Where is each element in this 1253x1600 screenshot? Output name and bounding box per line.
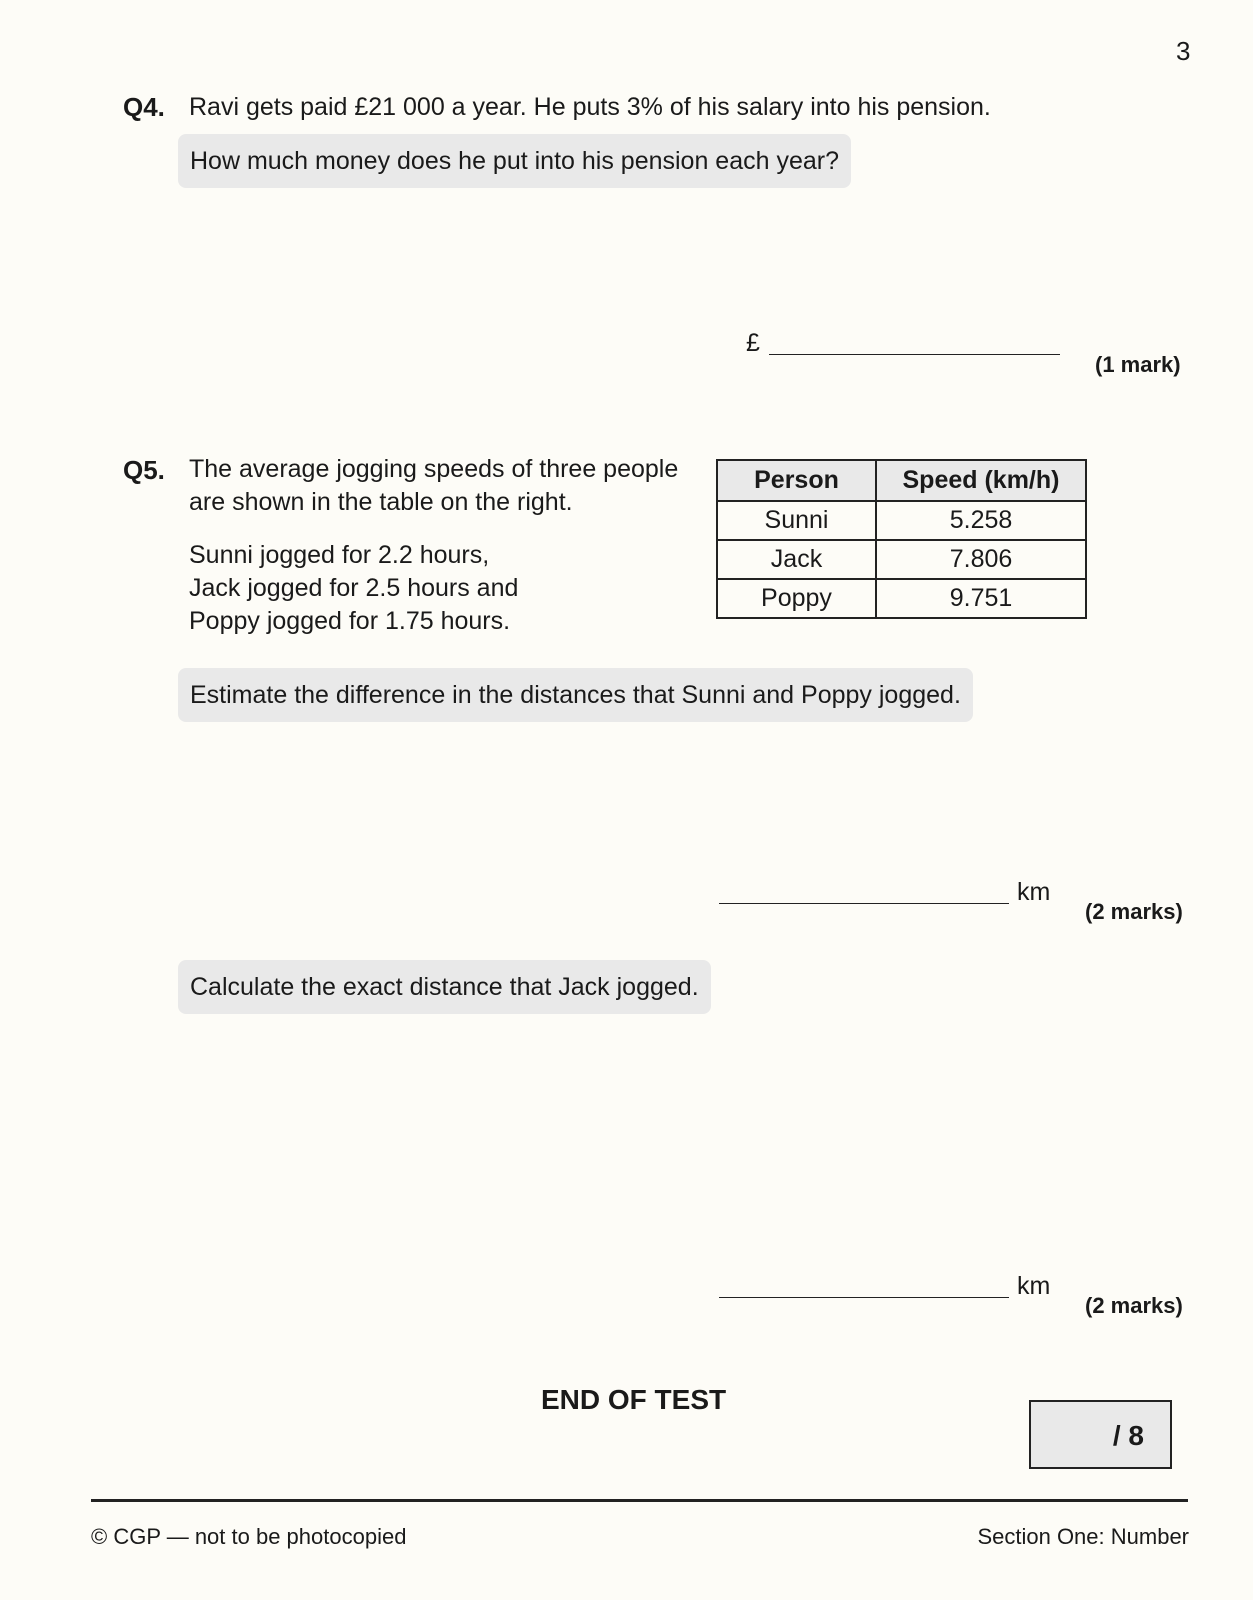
table-cell-person: Sunni <box>717 501 876 540</box>
q5b-prompt: Calculate the exact distance that Jack jogged. <box>178 960 711 1014</box>
table-row <box>717 501 1086 540</box>
footer-section: Section One: Number <box>977 1524 1189 1549</box>
q5a-unit: km <box>1017 878 1051 906</box>
table-header-person: Person <box>717 460 876 501</box>
q5b-unit: km <box>1017 1272 1051 1300</box>
q4-prompt: How much money does he put into his pension each year? <box>178 134 851 188</box>
q4-question-text: Ravi gets paid £21 000 a year. He puts 3% of his salary into his pension. <box>189 93 991 121</box>
table-row <box>717 579 1086 618</box>
q5-intro-line-1: The average jogging speeds of three people <box>189 455 679 483</box>
table-row <box>717 540 1086 579</box>
q5a-answer-line[interactable] <box>719 903 1009 904</box>
q5-info-line-3: Poppy jogged for 1.75 hours. <box>189 607 511 635</box>
q5-label: Q5. <box>123 455 165 485</box>
table-cell-speed: 7.806 <box>876 540 1086 579</box>
q5a-prompt: Estimate the difference in the distances that Sunni and Poppy jogged. <box>178 668 973 722</box>
table-cell-speed: 9.751 <box>876 579 1086 618</box>
q4-answer-prefix: £ <box>746 329 760 357</box>
table-cell-person: Jack <box>717 540 876 579</box>
speed-table <box>716 459 1087 619</box>
q4-label: Q4. <box>123 92 165 122</box>
end-of-test: END OF TEST <box>541 1384 727 1415</box>
page-number: 3 <box>1176 36 1191 66</box>
score-total: / 8 <box>1112 1420 1144 1451</box>
footer-copyright: © CGP — not to be photocopied <box>91 1524 407 1549</box>
score-box <box>1029 1400 1172 1469</box>
q5b-answer-line[interactable] <box>719 1297 1009 1298</box>
table-cell-speed: 5.258 <box>876 501 1086 540</box>
q5-info-line-1: Sunni jogged for 2.2 hours, <box>189 541 490 569</box>
table-header-row <box>717 460 1086 501</box>
q4-answer-line[interactable] <box>769 354 1060 355</box>
q5-info-line-2: Jack jogged for 2.5 hours and <box>189 574 519 602</box>
footer-divider <box>91 1499 1188 1502</box>
q5a-marks: (2 marks) <box>1085 899 1183 924</box>
q5b-marks: (2 marks) <box>1085 1293 1183 1318</box>
q4-marks: (1 mark) <box>1095 352 1181 377</box>
table-cell-person: Poppy <box>717 579 876 618</box>
table-header-speed: Speed (km/h) <box>876 460 1086 501</box>
q5-intro-line-2: are shown in the table on the right. <box>189 488 573 516</box>
